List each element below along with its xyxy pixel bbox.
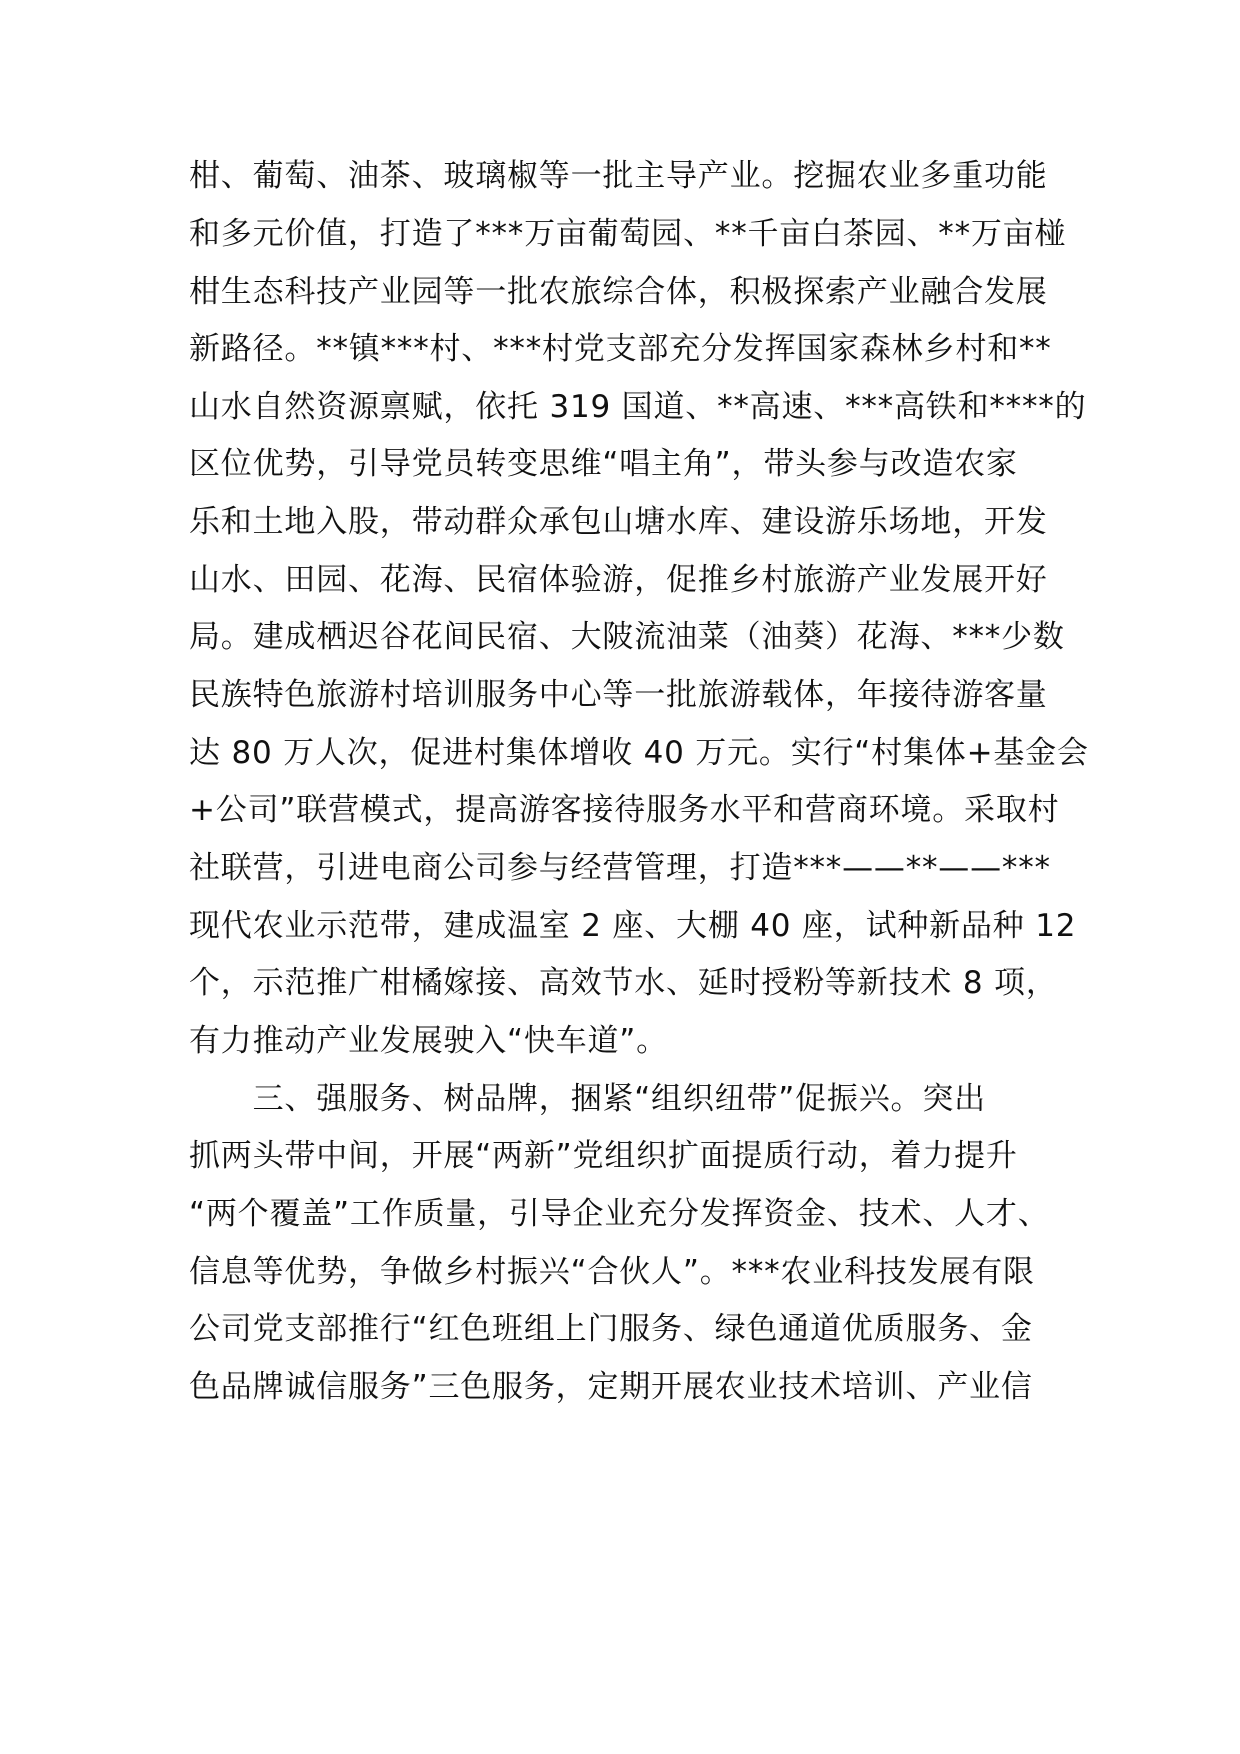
text-line-8: 山水、田园、花海、民宿体验游，促推乡村旅游产业发展开好 xyxy=(189,562,1048,598)
text-line-21: 公司党支部推行“红色班组上门服务、绿色通道优质服务、金 xyxy=(189,1311,1033,1347)
text-line-5: 山水自然资源禀赋，依托 319 国道、**高速、***高铁和****的 xyxy=(189,389,1087,425)
text-line-14: 现代农业示范带，建成温室 2 座、大棚 40 座，试种新品种 12 xyxy=(189,908,1077,944)
text-line-1: 柑、葡萄、油茶、玻璃椒等一批主导产业。挖掘农业多重功能 xyxy=(189,158,1048,194)
text-line-19: “两个覆盖”工作质量，引导企业充分发挥资金、技术、人才、 xyxy=(189,1196,1050,1232)
text-line-12: +公司”联营模式，提高游客接待服务水平和营商环境。采取村 xyxy=(189,792,1060,828)
text-line-16: 有力推动产业发展驶入“快车道”。 xyxy=(189,1023,668,1059)
text-line-11: 达 80 万人次，促进村集体增收 40 万元。实行“村集体+基金会 xyxy=(189,735,1089,771)
text-line-15: 个，示范推广柑橘嫁接、高效节水、延时授粉等新技术 8 项， xyxy=(189,965,1058,1001)
text-line-13: 社联营，引进电商公司参与经营管理，打造***——**——*** xyxy=(189,850,1051,886)
text-line-3: 柑生态科技产业园等一批农旅综合体，积极探索产业融合发展 xyxy=(189,274,1048,310)
text-line-2: 和多元价值，打造了***万亩葡萄园、**千亩白茶园、**万亩椪 xyxy=(189,216,1067,252)
text-line-10: 民族特色旅游村培训服务中心等一批旅游载体，年接待游客量 xyxy=(189,677,1048,713)
text-line-20: 信息等优势，争做乡村振兴“合伙人”。***农业科技发展有限 xyxy=(189,1254,1035,1290)
text-line-18: 抓两头带中间，开展“两新”党组织扩面提质行动，着力提升 xyxy=(189,1138,1018,1174)
text-line-22: 色品牌诚信服务”三色服务，定期开展农业技术培训、产业信 xyxy=(189,1369,1033,1405)
text-line-7: 乐和土地入股，带动群众承包山塘水库、建设游乐场地，开发 xyxy=(189,504,1048,540)
text-line-17: 三、强服务、树品牌，捆紧“组织纽带”促振兴。突出 xyxy=(189,1081,986,1117)
text-line-6: 区位优势，引导党员转变思维“唱主角”，带头参与改造农家 xyxy=(189,446,1018,482)
text-line-4: 新路径。**镇***村、***村党支部充分发挥国家森林乡村和** xyxy=(189,331,1052,367)
text-line-9: 局。建成栖迟谷花间民宿、大陂流油菜（油葵）花海、***少数 xyxy=(189,619,1065,655)
